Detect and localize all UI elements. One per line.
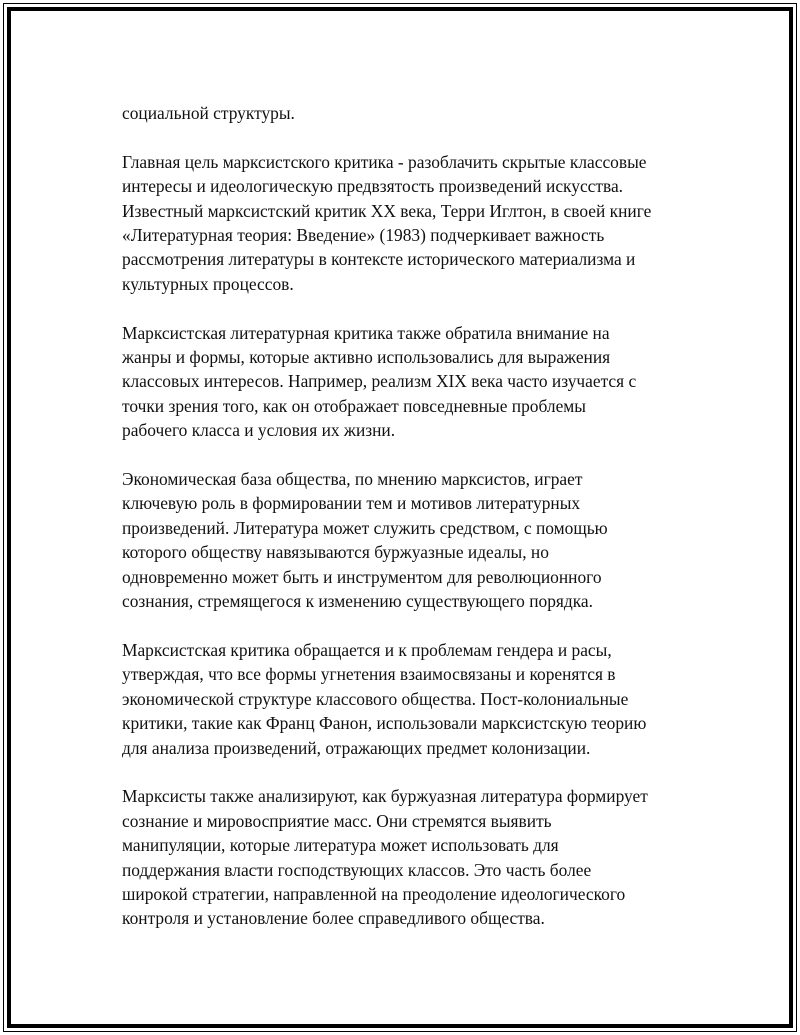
paragraph-5: Марксистская критика обращается и к проблемам гендера и расы, утверждая, что все формы угнетения взаимосвязаны и коренятся в экономической структуре классового общества. Пост-колониальные критики, такие как Франц Фанон, использовали марксистскую теорию для анализа произведений, отражающих предмет колонизации.	[122, 639, 647, 758]
paragraph-1: социальной структуры.	[122, 103, 295, 123]
paragraph-4: Экономическая база общества, по мнению марксистов, играет ключевую роль в формировании тем и мотивов литературных произведений. Литература может служить средством, с помощью которого обществу навязываются буржуазные идеалы, но одновременно может быть и инструментом для революционного сознания, стремящегося к изменению существующего порядка.	[122, 469, 608, 612]
document-body	[122, 101, 697, 955]
paragraph-6: Марксисты также анализируют, как буржуазная литература формирует сознание и мировосприятие масс. Они стремятся выявить манипуляции, которые литература может использовать для поддержания власти господствующих классов. Это часть более широкой стратегии, направленной на преодоление идеологического контроля и установление более справедливого общества.	[122, 786, 648, 929]
paragraph-2: Главная цель марксистского критика - разоблачить скрытые классовые интересы и идеологическую предвзятость произведений искусства. Известный марксистский критик XX века, Терри Иглтон, в своей книге «Литературная теория: Введение» (1983) подчеркивает важность рассмотрения литературы в контексте исторического материализма и культурных процессов.	[122, 151, 652, 294]
paragraph-3: Марксистская литературная критика также обратила внимание на жанры и формы, которые активно использовались для выражения классовых интересов. Например, реализм XIX века часто изучается с точки зрения того, как он отображает повседневные проблемы рабочего класса и условия их жизни.	[122, 322, 637, 441]
page-frame	[7, 7, 793, 1028]
